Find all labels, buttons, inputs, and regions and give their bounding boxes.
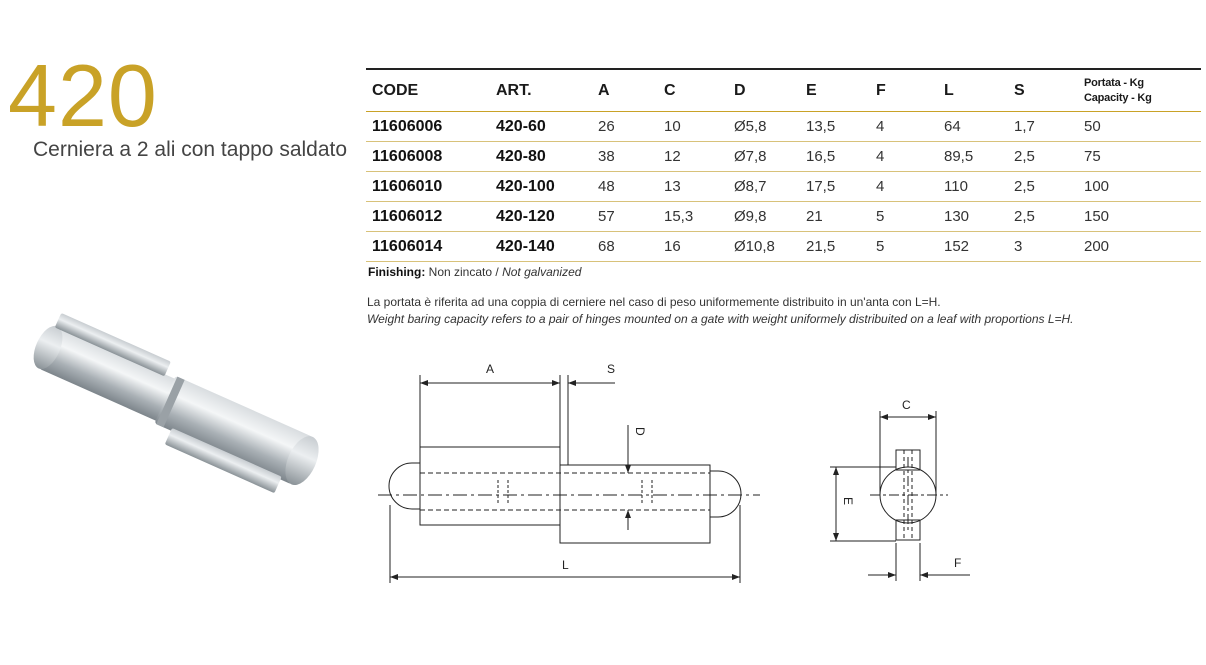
cell-value: 2,5 <box>1008 172 1078 202</box>
table-row <box>366 112 1201 142</box>
capacity-note-en: Weight baring capacity refers to a pair of hinges mounted on a gate with weight uniformely distribuited on a leaf with proportions L=H. <box>367 312 1074 326</box>
cell-value: Ø7,8 <box>728 142 800 172</box>
finishing-it: Non zincato / <box>428 265 499 279</box>
col-header-l: L <box>938 69 1008 112</box>
cell-code: 11606010 <box>366 172 490 202</box>
cell-value: 5 <box>870 232 938 262</box>
table-row <box>366 142 1201 172</box>
cell-value: 38 <box>592 142 658 172</box>
cell-value: 21 <box>800 202 870 232</box>
cell-value: 130 <box>938 202 1008 232</box>
cell-value: 1,7 <box>1008 112 1078 142</box>
cell-value: 13 <box>658 172 728 202</box>
dim-label-c: C <box>902 398 911 412</box>
cell-value: 4 <box>870 112 938 142</box>
dim-label-l: L <box>562 558 569 572</box>
cell-value: 150 <box>1078 202 1201 232</box>
cell-value: 17,5 <box>800 172 870 202</box>
cell-art: 420-100 <box>490 172 592 202</box>
cell-value: 152 <box>938 232 1008 262</box>
side-view-drawing <box>370 355 770 595</box>
cell-value: 16,5 <box>800 142 870 172</box>
finishing-label: Finishing: <box>368 265 426 279</box>
cell-value: 50 <box>1078 112 1201 142</box>
cell-value: 64 <box>938 112 1008 142</box>
table-row <box>366 172 1201 202</box>
cell-code: 11606008 <box>366 142 490 172</box>
product-title: Cerniera a 2 ali con tappo saldato <box>33 138 348 161</box>
cell-art: 420-120 <box>490 202 592 232</box>
cell-value: 200 <box>1078 232 1201 262</box>
cell-value: 16 <box>658 232 728 262</box>
hinge-photo <box>10 300 350 530</box>
cell-value: 21,5 <box>800 232 870 262</box>
cell-value: 5 <box>870 202 938 232</box>
cell-value: Ø8,7 <box>728 172 800 202</box>
col-header-e: E <box>800 69 870 112</box>
cell-value: 75 <box>1078 142 1201 172</box>
cell-value: 4 <box>870 172 938 202</box>
table-row <box>366 202 1201 232</box>
cell-value: 68 <box>592 232 658 262</box>
table-row <box>366 232 1201 262</box>
capacity-label-en: Capacity - Kg <box>1084 91 1152 104</box>
capacity-note-it: La portata è riferita ad una coppia di cerniere nel caso di peso uniformemente distribuito in un'anta con L=H. <box>367 295 941 309</box>
cell-value: 100 <box>1078 172 1201 202</box>
cell-value: 57 <box>592 202 658 232</box>
cell-value: Ø9,8 <box>728 202 800 232</box>
cell-value: 26 <box>592 112 658 142</box>
end-view-drawing <box>820 395 990 585</box>
dim-label-f: F <box>954 556 962 570</box>
col-header-capacity <box>1078 69 1201 112</box>
cell-value: 2,5 <box>1008 142 1078 172</box>
col-header-f: F <box>870 69 938 112</box>
cell-value: 2,5 <box>1008 202 1078 232</box>
dim-label-d: D <box>633 427 647 436</box>
model-number: 420 <box>8 46 158 145</box>
cell-value: 89,5 <box>938 142 1008 172</box>
spec-table <box>366 68 1201 262</box>
col-header-art: ART. <box>490 69 592 112</box>
dim-label-e: E <box>841 497 855 506</box>
col-header-d: D <box>728 69 800 112</box>
cell-value: 13,5 <box>800 112 870 142</box>
cell-art: 420-80 <box>490 142 592 172</box>
finishing-line <box>368 265 581 279</box>
cell-value: 15,3 <box>658 202 728 232</box>
cell-value: 3 <box>1008 232 1078 262</box>
finishing-en: Not galvanized <box>502 265 582 279</box>
cell-value: 48 <box>592 172 658 202</box>
capacity-label-it: Portata - Kg <box>1084 76 1144 89</box>
dim-label-s: S <box>607 362 616 376</box>
cell-value: 110 <box>938 172 1008 202</box>
col-header-code: CODE <box>366 69 490 112</box>
col-header-c: C <box>658 69 728 112</box>
cell-art: 420-140 <box>490 232 592 262</box>
cell-code: 11606014 <box>366 232 490 262</box>
col-header-s: S <box>1008 69 1078 112</box>
cell-code: 11606006 <box>366 112 490 142</box>
cell-art: 420-60 <box>490 112 592 142</box>
cell-value: 12 <box>658 142 728 172</box>
cell-value: 10 <box>658 112 728 142</box>
cell-value: Ø10,8 <box>728 232 800 262</box>
cell-value: Ø5,8 <box>728 112 800 142</box>
cell-value: 4 <box>870 142 938 172</box>
cell-code: 11606012 <box>366 202 490 232</box>
col-header-a: A <box>592 69 658 112</box>
table-header-row <box>366 69 1201 112</box>
dim-label-a: A <box>486 362 495 376</box>
